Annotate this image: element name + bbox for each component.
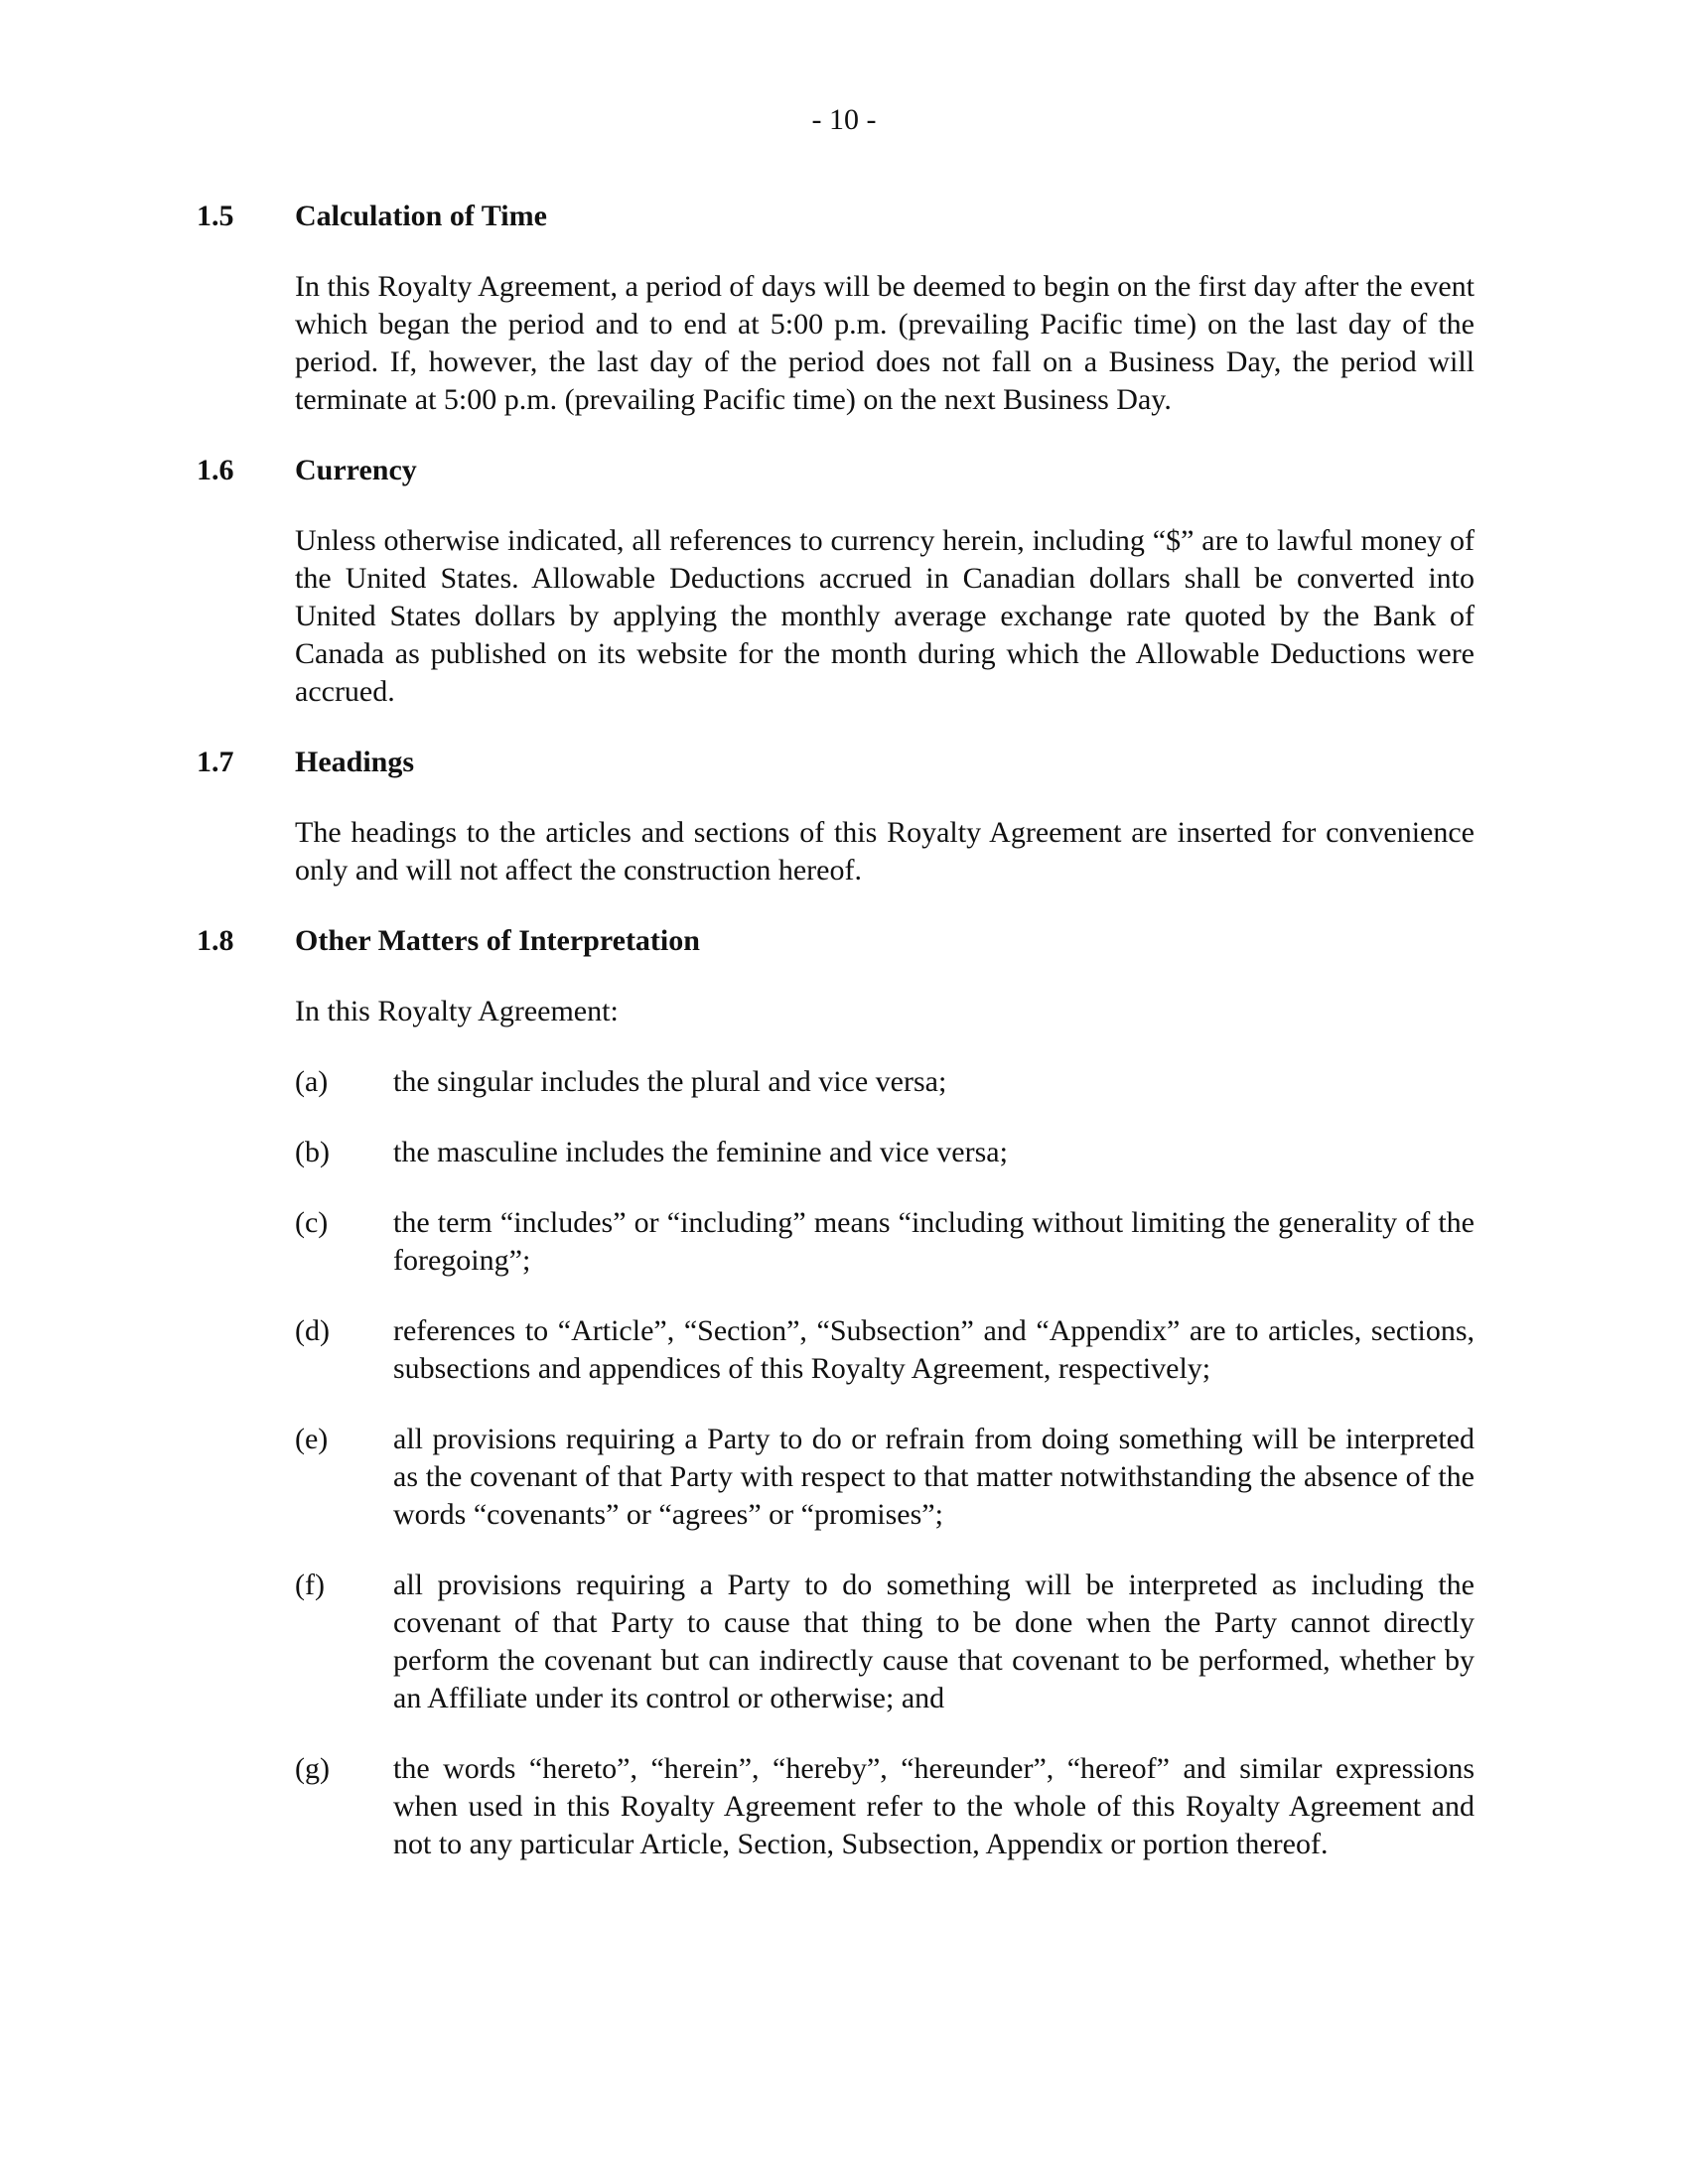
list-item-label: (e) — [295, 1423, 329, 1455]
section-number: 1.7 — [197, 746, 234, 778]
list-item-label: (a) — [295, 1065, 329, 1098]
section-number: 1.5 — [197, 200, 234, 232]
section-title: Currency — [295, 454, 417, 486]
list-item-text: all provisions requiring a Party to do or refrain from doing something will be interpreted as the covenant of that Party with respect to that matter notwithstanding the absence of the words “covenants” or “agrees” or “promises”; — [393, 1423, 1475, 1531]
section-heading — [197, 198, 1475, 235]
section-paragraph: The headings to the articles and sections of this Royalty Agreement are inserted for convenience only and will not affect the construction hereof. — [295, 816, 1475, 887]
list-item-text: the term “includes” or “including” means “including without limiting the generality of the foregoing”; — [393, 1206, 1475, 1277]
list-item-label: (g) — [295, 1752, 330, 1785]
page-number: - 10 - — [811, 103, 877, 136]
list-item-text: the masculine includes the feminine and vice versa; — [393, 1136, 1008, 1168]
list-item — [295, 1204, 1475, 1280]
section-paragraph: In this Royalty Agreement, a period of days will be deemed to begin on the first day after the event which began the period and to end at 5:00 p.m. (prevailing Pacific time) on the last day of the period. If, however, the last day of the period does not fall on a Business Day, the period will terminate at 5:00 p.m. (prevailing Pacific time) on the next Business Day. — [295, 270, 1475, 416]
list-item — [295, 1421, 1475, 1534]
list-item — [295, 1312, 1475, 1388]
document-body — [197, 198, 1475, 1896]
list-item-label: (f) — [295, 1569, 325, 1601]
section-currency — [197, 452, 1475, 711]
section-number: 1.6 — [197, 454, 234, 486]
list-item-label: (b) — [295, 1136, 330, 1168]
section-heading — [197, 452, 1475, 489]
list-item — [295, 1750, 1475, 1863]
section-headings — [197, 744, 1475, 889]
list-item-text: all provisions requiring a Party to do something will be interpreted as including the covenant of that Party to cause that thing to be done when the Party cannot directly perform the covenant but can indirectly cause that covenant to be performed, whether by an Affiliate under its control or otherwise; and — [393, 1569, 1475, 1714]
section-heading — [197, 744, 1475, 781]
section-paragraph: Unless otherwise indicated, all references to currency herein, including “$” are to lawful money of the United States. Allowable Deductions accrued in Canadian dollars shall be converted into United States dollars by applying the monthly average exchange rate quoted by the Bank of Canada as published on its website for the month during which the Allowable Deductions were accrued. — [295, 524, 1475, 708]
section-calculation-of-time — [197, 198, 1475, 419]
section-heading — [197, 922, 1475, 960]
section-other-matters-of-interpretation — [197, 922, 1475, 1863]
section-title: Calculation of Time — [295, 200, 547, 232]
list-item-text: the singular includes the plural and vice versa; — [393, 1065, 947, 1098]
list-item-text: the words “hereto”, “herein”, “hereby”, “hereunder”, “hereof” and similar expressions when used in this Royalty Agreement refer to the whole of this Royalty Agreement and not to any particular Article, Section, Subsection, Appendix or portion thereof. — [393, 1752, 1475, 1860]
section-paragraph: In this Royalty Agreement: — [295, 995, 619, 1027]
list-item-label: (d) — [295, 1314, 330, 1347]
section-number: 1.8 — [197, 924, 234, 957]
list-item-label: (c) — [295, 1206, 329, 1239]
list-item — [295, 1063, 1475, 1101]
list-item — [295, 1134, 1475, 1171]
list-item-text: references to “Article”, “Section”, “Subsection” and “Appendix” are to articles, sections, subsections and appendices of this Royalty Agreement, respectively; — [393, 1314, 1475, 1385]
section-title: Headings — [295, 746, 415, 778]
section-title: Other Matters of Interpretation — [295, 924, 700, 957]
interpretation-list — [295, 1063, 1475, 1863]
list-item — [295, 1567, 1475, 1717]
